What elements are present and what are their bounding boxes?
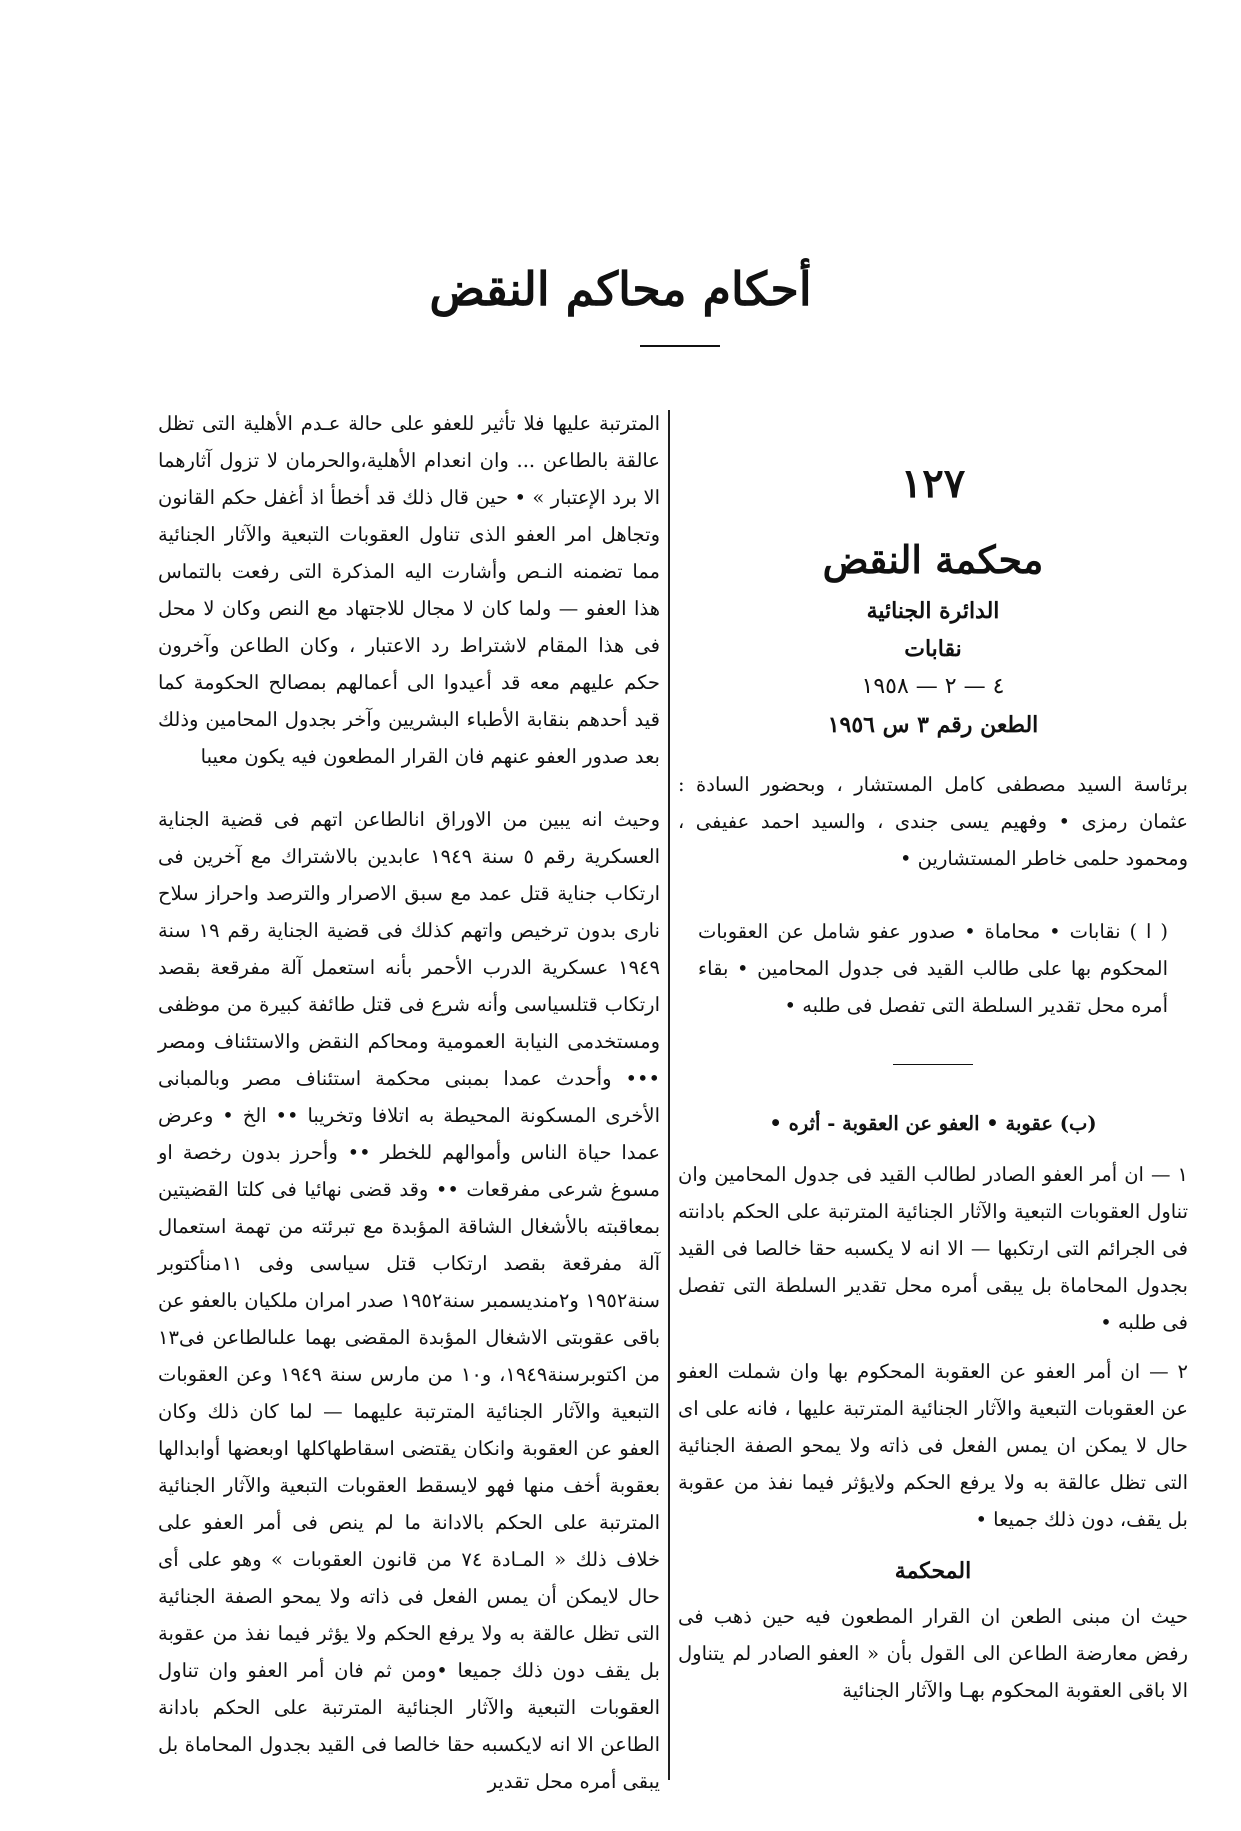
appeal-reference: الطعن رقم ٣ س ١٩٥٦: [827, 712, 1039, 738]
right-column: [678, 405, 1188, 1709]
case-subject: نقابات: [904, 636, 962, 662]
section-heading-court: المحكمة: [894, 1558, 972, 1584]
title-rule: [640, 345, 720, 347]
court-name: محكمة النقض: [822, 537, 1044, 582]
left-column: [158, 405, 660, 1800]
headnote-a: ( ا ) نقابات • محاماة • صدور عفو شامل عن العقوبات المحكوم بها على طالب القيد فى جدول المحامين • بقاء أمره محل تقدير السلطة التى تفصل فى طلبه •: [698, 920, 1168, 1017]
reasoning-paragraph: حيث ان مبنى الطعن ان القرار المطعون فيه حين ذهب فى رفض معارضة الطاعن الى القول بأن « العفو الصادر لم يتناول الا باقى العقوبة المحكوم بهـا والآثار الجنائية: [678, 1605, 1188, 1702]
reasoning-continued: المترتبة عليها فلا تأثير للعفو على حالة عـدم الأهلية التى تظل عالقة بالطاعن ... وان انعدام الأهلية،والحرمان لا تزول آثارهما الا برد الإعتبار » • حين قال ذلك قد أخطأ اذ أغفل حكم القانون وتجاهل امر العفو الذى تناول العقوبات التبعية والآثار الجنائية مما تضمنه النـص وأشارت اليه المذكرة التى رفعت بالتماس هذا العفو — ولما كان لا مجال للاجتهاد مع النص وكان لا محل فى هذا المقام لاشتراط رد الاعتبار ، وكان الطاعن وآخرون حكم عليهم معه قد أعيدوا الى أعمالهم بمصالح الحكومة كما قيد أحدهم بنقابة الأطباء البشريين وآخر بجدول المحامين وذلك بعد صدور العفو عنهم فان القرار المطعون فيه يكون معيبا: [158, 412, 660, 768]
column-divider: [668, 410, 670, 1780]
holding-1: ١ — ان أمر العفو الصادر لطالب القيد فى جدول المحامين وان تناول العقوبات التبعية والآثار الجنائية المترتبة على الحكم بادانته فى الجرائم التى ارتكبها — الا انه لا يكسبه حقا خالصا فى القيد بجدول المحاماة بل يبقى أمره محل تقدير السلطة التى تفصل فى طلبه •: [678, 1163, 1188, 1334]
facts-paragraph: وحيث انه يبين من الاوراق انالطاعن اتهم فى قضية الجناية العسكرية رقم ٥ سنة ١٩٤٩ عابدين بالاشتراك مع آخرين فى ارتكاب جناية قتل عمد مع سبق الاصرار والترصد واحراز سلاح نارى بدون ترخيص واتهم كذلك فى قضية الجناية رقم ١٩ سنة ١٩٤٩ عسكرية الدرب الأحمر بأنه استعمل آلة مفرقعة بقصد ارتكاب قتلسياسى وأنه شرع فى قتل طائفة كبيرة من موظفى ومستخدمى النيابة العمومية ومحاكم النقض والاستئناف ومصر ••• وأحدث عمدا بمبنى محكمة استئناف مصر وبالمبانى الأخرى المسكونة المحيطة به اتلافا وتخريبا •• الخ • وعرض عمدا حياة الناس وأموالهم للخطر •• وأحرز بدون رخصة او مسوغ شرعى مفرقعات •• وقد قضى نهائيا فى كلتا القضيتين بمعاقبته بالأشغال الشاقة المؤبدة مع تبرئته من تهمة استعمال آلة مفرقعة بقصد ارتكاب قتل سياسى وفى ١١منأكتوبر سنة١٩٥٢ و٢منديسمبر سنة١٩٥٢ صدر امران ملكيان بالعفو عن باقى عقوبتى الاشغال المؤبدة المقضى بهما علىالطاعن فى١٣ من اكتوبرسنة١٩٤٩، و١٠ من مارس سنة ١٩٤٩ وعن العقوبات التبعية والآثار الجنائية المترتبة عليهما — لما كان ذلك وكان العفو عن العقوبة وانكان يقتضى اسقاطهاكلها اوبعضها أوابدالها بعقوبة أخف منها فهو لايسقط العقوبات التبعية والآثار الجنائية المترتبة على الحكم بالادانة ما لم ينص فى أمر العفو على خلاف ذلك « المـادة ٧٤ من قانون العقوبات » وهو على أى حال لايمكن أن يمس الفعل فى ذاته ولا يمحو الصفة الجنائية التى تظل عالقة به ولا يرفع الحكم ولا يؤثر فيما نفذ من عقوبة بل يقف دون ذلك جميعا •ومن ثم فان أمر العفو وان تناول العقوبات التبعية والآثار الجنائية المترتبة على الحكم بادانة الطاعن الا انه لايكسبه حقا خالصا فى القيد بجدول المحاماة بل يبقى أمره محل تقدير: [158, 808, 661, 1793]
holding-2: ٢ — ان أمر العفو عن العقوبة المحكوم بها وان شملت العفو عن العقوبات التبعية والآثار الجنائية المترتبة عليها ، فانه على اى حال لا يمكن ان يمس الفعل فى ذاته ولا يمحو الصفة الجنائية التى تظل عالقة به ولا يرفع الحكم ولايؤثر فيما نفذ من عقوبة بل يقف، دون ذلك جميعا •: [678, 1360, 1188, 1531]
page-title: أحكام محاكم النقض: [429, 262, 812, 316]
judgment-date: ٤ — ٢ — ١٩٥٨: [861, 674, 1005, 699]
chamber-name: الدائرة الجنائية: [866, 598, 1000, 624]
judges-panel: برئاسة السيد مصطفى كامل المستشار ، وبحضور السادة : عثمان رمزى • وفهيم يسى جندى ، والسيد احمد عفيفى ، ومحمود حلمى خاطر المستشارين •: [678, 773, 1188, 870]
headnote-b-title: (ب) عقوبة • العفو عن العقوبة - أثره •: [769, 1112, 1097, 1135]
case-number: ١٢٧: [900, 460, 966, 507]
section-rule: [893, 1064, 973, 1065]
